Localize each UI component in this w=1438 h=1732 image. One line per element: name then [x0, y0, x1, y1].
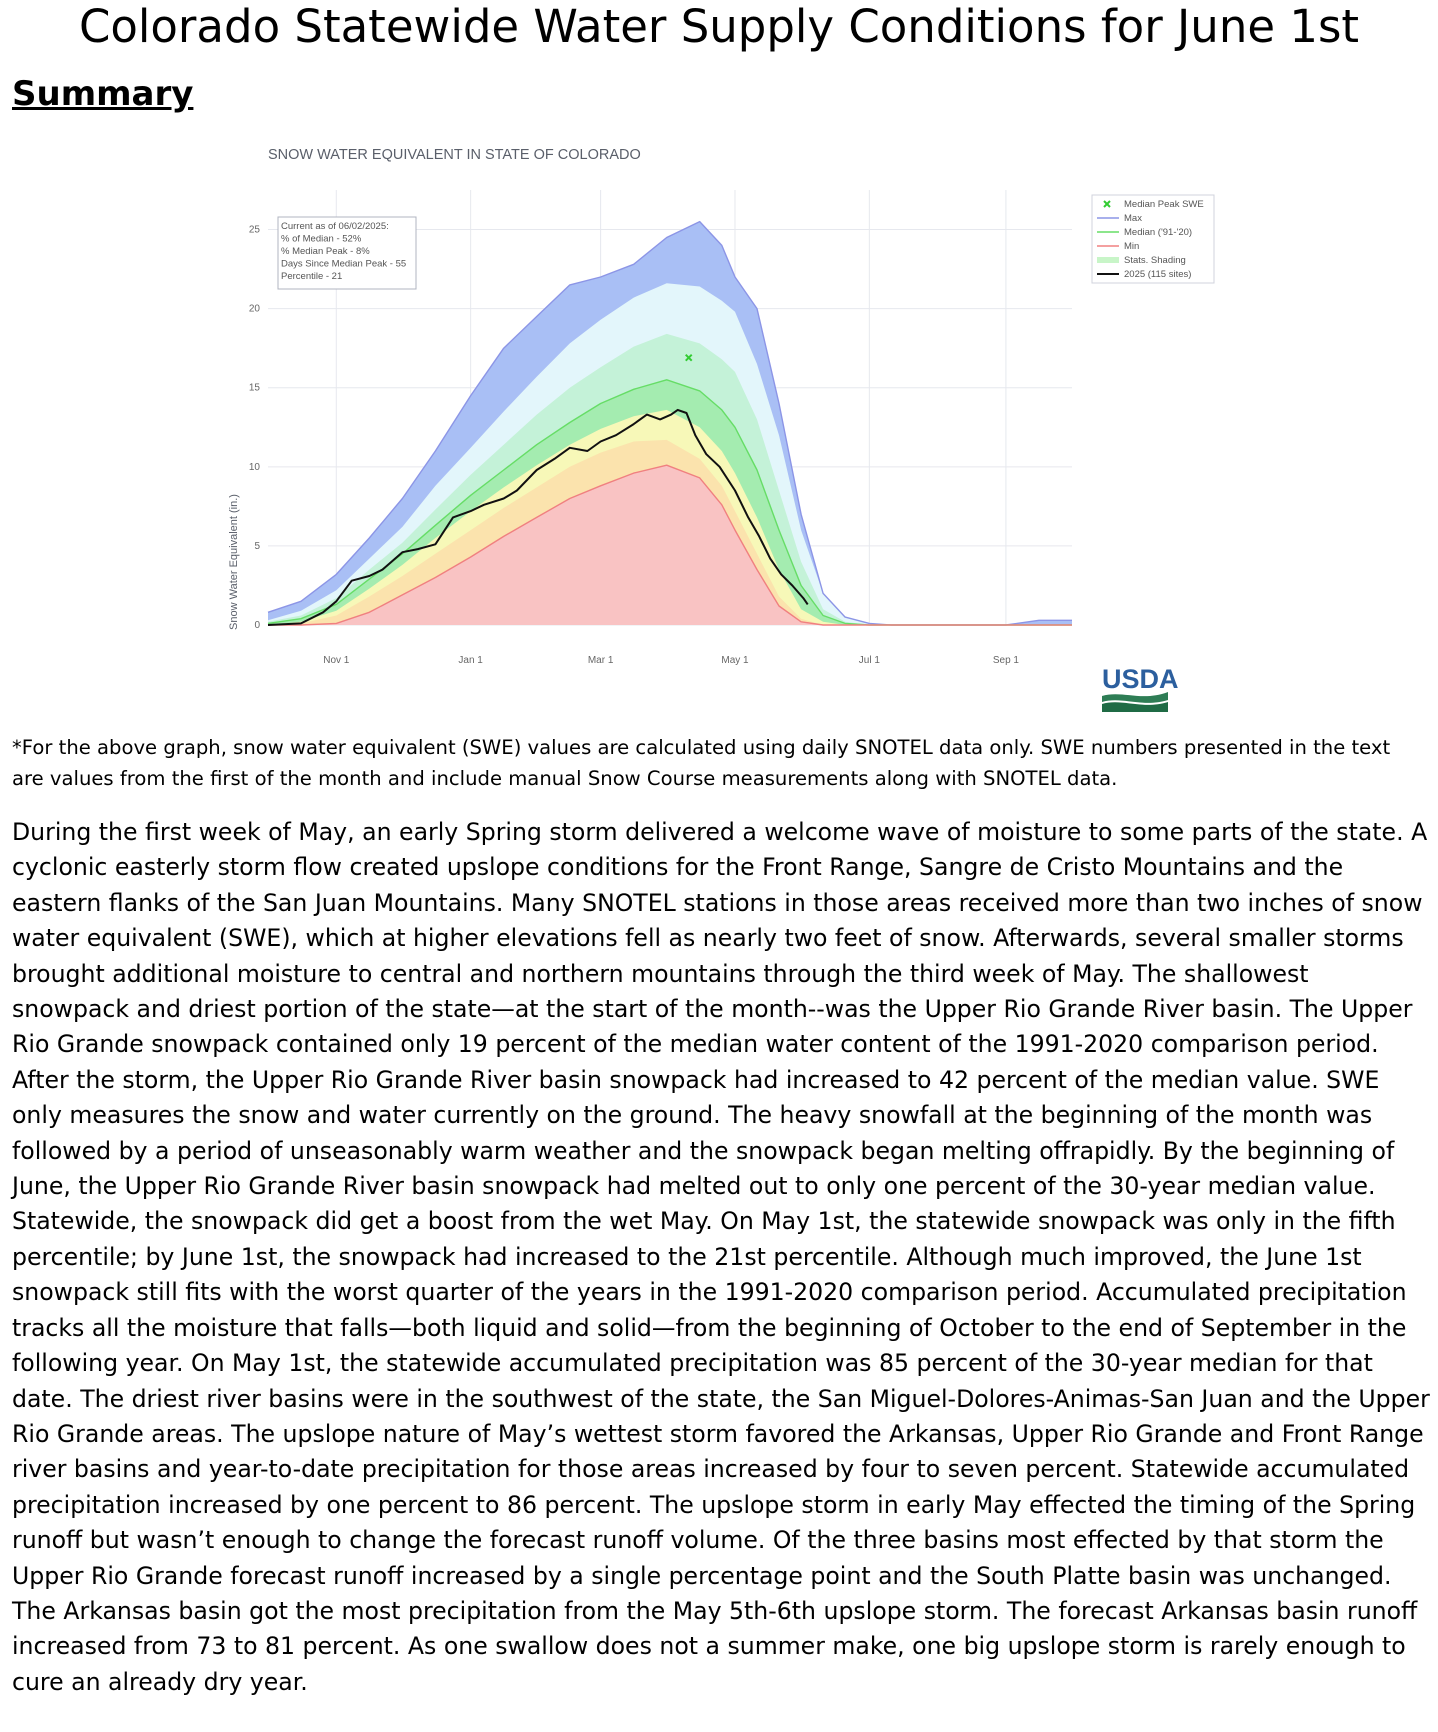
annotation-line: % of Median - 52%	[281, 233, 362, 245]
y-tick-label: 0	[254, 620, 260, 631]
y-tick-label: 20	[248, 303, 260, 315]
y-axis-label: Snow Water Equivalent (in.)	[228, 494, 240, 630]
legend-label-2025-115-sites-: 2025 (115 sites)	[1124, 269, 1192, 280]
annotation-line: Days Since Median Peak - 55	[281, 258, 407, 270]
chart-footnote: *For the above graph, snow water equivalent (SWE) values are calculated using daily SNOTEL data only. SWE numbers presented in the text are values from the first of the month and include manual Snow Course measurements along with SNOTEL data.	[12, 736, 1391, 790]
swe-chart	[0, 130, 1438, 720]
x-tick-label: Nov 1	[323, 655, 350, 666]
annotation-line: % Median Peak - 8%	[281, 246, 370, 257]
page-title: Colorado Statewide Water Supply Conditions for June 1st	[78, 0, 1360, 53]
x-tick-label: Mar 1	[587, 655, 614, 666]
paragraph: Statewide, the snowpack did get a boost from the wet May. On May 1st, the statewide snowpack was only in the fifth percentile; by June 1st, the snowpack had increased to the 21st percentile. Although much improved, the June 1st snowpack still fits with the worst quarter of the years in the 1991-2020 comparison period. Accumulated precipitation tracks all the moisture that falls—both liquid and solid—from the beginning of October to the end of September in the following year. On May 1st, the statewide accumulated precipitation was 85 percent of the 30-year median for that date. The driest river basins were in the southwest of the state, the San Miguel-Dolores-Animas-San Juan and the Upper Rio Grande areas. The upslope nature of May’s wettest storm favored the Arkansas, Upper Rio Grande and Front Range river basins and year-to-date precipitation for those areas increased by four to seven percent. Statewide accumulated precipitation increased by one percent to 86 percent. The upslope storm in early May effected the timing of the Spring runoff but wasn’t enough to change the forecast runoff volume. Of the three basins most effected by that storm the Upper Rio Grande forecast runoff increased by a single percentage point and the South Platte basin was unchanged. The Arkansas basin got the most precipitation from the May 5th-6th upslope storm. The forecast Arkansas basin runoff increased from 73 to 81 percent. As one swallow does not a summer make, one big upslope storm is rarely enough to cure an already dry year.	[12, 1207, 1430, 1696]
x-tick-label: Jan 1	[458, 655, 483, 666]
annotation-line: Current as of 06/02/2025:	[281, 221, 389, 232]
legend-label-median-peak-swe: Median Peak SWE	[1124, 199, 1204, 210]
chart-legend	[1092, 195, 1214, 283]
y-tick-label: 15	[248, 382, 260, 394]
section-heading: Summary	[12, 74, 194, 114]
legend-label-max: Max	[1124, 213, 1142, 224]
legend-label-min: Min	[1124, 241, 1140, 252]
annotation-line: Percentile - 21	[281, 271, 343, 282]
y-tick-label: 25	[248, 224, 260, 236]
x-tick-label: May 1	[721, 655, 749, 666]
legend-label-stats-shading: Stats. Shading	[1124, 255, 1186, 266]
legend-label-median-91-20-: Median ('91-'20)	[1124, 227, 1193, 238]
y-tick-label: 5	[254, 540, 260, 552]
y-tick-label: 10	[248, 461, 260, 473]
usda-logo	[1102, 664, 1179, 712]
usda-logo-base	[1102, 702, 1168, 712]
chart-title: SNOW WATER EQUIVALENT IN STATE OF COLORADO	[268, 147, 641, 163]
paragraph: During the first week of May, an early Spring storm delivered a welcome wave of moisture to some parts of the state. A cyclonic easterly storm flow created upslope conditions for the Front Range, Sangre de Cristo Mountains and the eastern flanks of the San Juan Mountains. Many SNOTEL stations in those areas received more than two inches of snow water equivalent (SWE), which at higher elevations fell as nearly two feet of snow. Afterwards, several smaller storms brought additional moisture to central and northern mountains through the third week of May. The shallowest snowpack and driest portion of the state—at the start of the month--was the Upper Rio Grande River basin. The Upper Rio Grande snowpack contained only 19 percent of the median water content of the 1991-2020 comparison period. After the storm, the Upper Rio Grande River basin snowpack had increased to 42 percent of the median value. SWE only measures the snow and water currently on the ground. The heavy snowfall at the beginning of the month was followed by a period of unseasonably warm weather and the snowpack began melting offrapidly. By the beginning of June, the Upper Rio Grande River basin snowpack had melted out to only one percent of the 30-year median value.	[12, 818, 1428, 1201]
x-tick-label: Sep 1	[992, 655, 1019, 666]
legend-symbol-stats-shading	[1097, 257, 1119, 263]
swe-chart-svg	[0, 130, 1438, 720]
current-status-annotation	[278, 217, 416, 289]
summary-body	[12, 815, 1432, 1700]
usda-logo-text: USDA	[1102, 664, 1179, 694]
x-tick-label: Jul 1	[858, 655, 880, 666]
